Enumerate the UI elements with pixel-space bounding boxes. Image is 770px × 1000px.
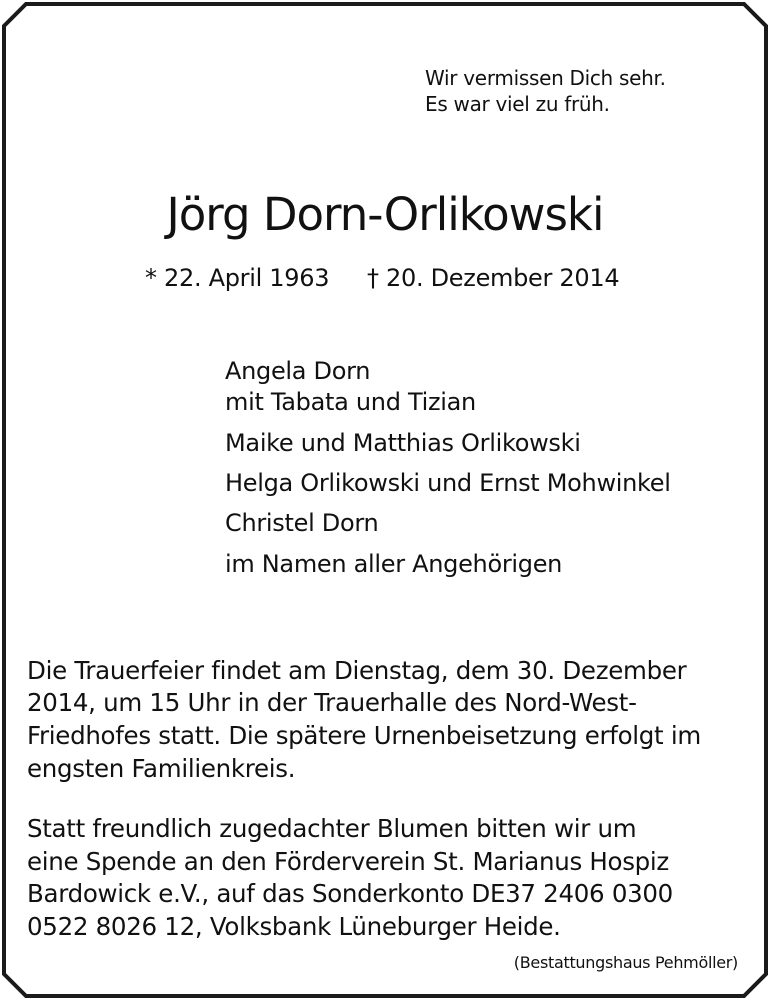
motto-line: Es war viel zu früh. [425, 92, 610, 116]
motto-line: Wir vermissen Dich sehr. [425, 66, 666, 90]
funeral-home-credit: (Bestattungshaus Pehmöller) [513, 953, 738, 972]
mourner-line: Helga Orlikowski und Ernst Mohwinkel [225, 469, 671, 497]
mourner-line: Christel Dorn [225, 509, 379, 537]
paragraph-line: 0522 8026 12, Volksbank Lüneburger Heide. [27, 912, 561, 941]
paragraph-line: Friedhofes statt. Die spätere Urnenbeisetzung erfolgt im [27, 721, 701, 750]
mourner-line: im Namen aller Angehörigen [225, 550, 563, 578]
paragraph-line: Bardowick e.V., auf das Sonderkonto DE37 2406 0300 [27, 879, 673, 908]
mourner-line: Angela Dorn [225, 357, 371, 385]
death-date: † 20. Dezember 2014 [367, 264, 620, 292]
paragraph-line: Die Trauerfeier findet am Dienstag, dem 30. Dezember [27, 656, 687, 685]
paragraph-line: engsten Familienkreis. [27, 754, 296, 783]
paragraph-line: Statt freundlich zugedachter Blumen bitten wir um [27, 814, 637, 843]
paragraph-line: 2014, um 15 Uhr in der Trauerhalle des Nord-West- [27, 688, 637, 717]
deceased-name: Jörg Dorn-Orlikowski [166, 188, 604, 241]
mourner-line: Maike und Matthias Orlikowski [225, 429, 581, 457]
paragraph-line: eine Spende an den Förderverein St. Marianus Hospiz [27, 847, 669, 876]
mourner-line: mit Tabata und Tizian [225, 388, 476, 416]
birth-date: * 22. April 1963 [145, 264, 330, 292]
